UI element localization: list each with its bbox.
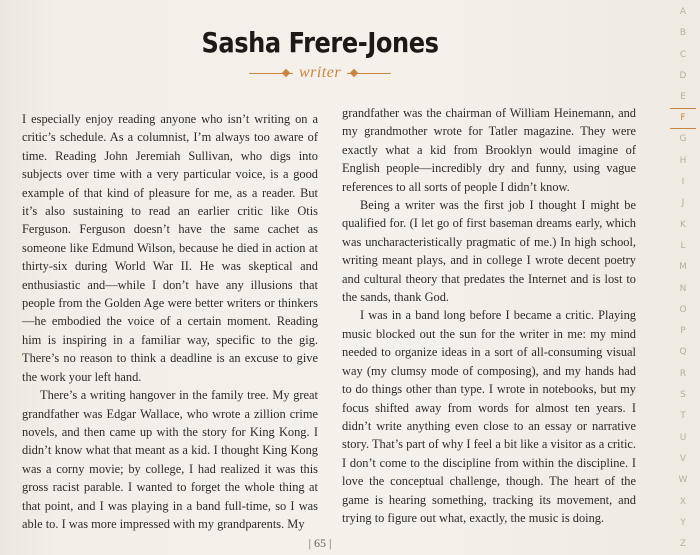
right-ornament-icon xyxy=(347,68,391,78)
index-letter-e: E xyxy=(680,92,686,103)
index-letter-x: X xyxy=(679,496,687,507)
index-letter-h: H xyxy=(679,155,687,166)
index-letter-n: N xyxy=(679,283,687,294)
paragraph: There’s a writing hangover in the family tree. My great grandfather was Edgar Wallace, who wrote a zillion crime novels, and then came up with the story for King Kong. I didn’t know what that meant as a kid. I thought King Kong was a corny movie; by college, I had realized it was this gross racist parable. I wanted to forget the whole thing at that point, and I was playing in a band full-time, so I was able to. I was more impressed with my grandparents. My xyxy=(22,388,318,531)
left-ornament-icon xyxy=(249,68,293,78)
index-letter-a: A xyxy=(679,7,687,17)
index-letter-y: Y xyxy=(680,517,686,528)
index-letter-w: W xyxy=(678,475,688,486)
index-letter-m: M xyxy=(679,262,687,273)
index-letter-j: J xyxy=(681,198,685,209)
index-letter-v: V xyxy=(679,453,687,464)
page-title: Sasha Frere-Jones xyxy=(201,26,439,59)
paragraph: Being a writer was the first job I thought I might be qualified for. (I let go of first baseman dreams early, which was uncharacteristically pragmatic of me.) In high school, writing meant plays, and in college I wrote decent poetry and cultural theory that predates the Internet and is lost to the sands, thank God. xyxy=(342,198,636,305)
subtitle: writer xyxy=(298,64,342,81)
index-letter-i: I xyxy=(681,177,685,188)
index-letter-g: G xyxy=(679,134,687,145)
index-letter-p: P xyxy=(680,326,686,337)
index-letter-z: Z xyxy=(679,539,687,550)
index-letter-k: K xyxy=(680,219,686,230)
index-letter-c: C xyxy=(679,49,687,60)
index-letter-u: U xyxy=(679,432,687,443)
index-letter-t: T xyxy=(680,411,686,422)
index-letter-l: L xyxy=(680,240,686,251)
paragraph: grandfather was the chairman of William Heinemann, and my grandmother wrote for Tatler magazine. They were exactly what a kid from Brooklyn would imagine of English people—incredibly dry and funny, using vague references to all sorts of people I didn’t know. xyxy=(342,106,636,194)
index-letter-q: Q xyxy=(679,347,687,358)
paragraph: I was in a band long before I became a critic. Playing music blocked out the sun for the writer in me: my mind needed to organize ideas in a sort of all-consuming visual way (my clumsy mode of composing), and my hands had to do things other than type. I wrote in notebooks, but my focus shifted away from words for almost ten years. I didn’t write anything even close to an essay or narrative story. That’s part of why I feel a bit like a visitor as a critic. I don’t come to the discipline from within the discipline. I love the conceptual challenge, though. The heart of the game is hearing something, tracking its movement, and trying to figure out what, exactly, the music is doing. xyxy=(342,308,636,525)
index-letter-d: D xyxy=(679,70,687,81)
index-letter-s: S xyxy=(680,390,686,401)
left-column xyxy=(22,110,318,533)
right-column xyxy=(342,104,636,527)
page-number: | 65 | xyxy=(308,536,332,550)
index-letter-r: R xyxy=(679,368,687,379)
index-letter-o: O xyxy=(679,304,687,315)
subtitle-row xyxy=(0,64,640,82)
index-letter-b: B xyxy=(679,28,687,39)
alphabet-index xyxy=(670,2,696,555)
index-letter-f: F xyxy=(670,108,696,129)
paragraph: I especially enjoy reading anyone who isn’t writing on a critic’s schedule. As a columnist, I’m always too aware of time. Reading John Jeremiah Sullivan, who digs into subjects over time with a very particular voice, is a good example of that kind of pleasure for me, as a reader. But it’s also sustaining to read an earlier critic like Otis Ferguson. Ferguson doesn’t have the same cachet as someone like Edmund Wilson, because he died in action at thirty-six during World War II. He was skeptical and enthusiastic and—while I don’t have any illusions that people from the Golden Age were better writers or thinkers—he embodied the voice of a certain moment. Reading him is inspiring in a familiar way, specific to the gig. There’s no reason to think a deadline is an excuse to give the work your left hand. xyxy=(22,112,318,384)
